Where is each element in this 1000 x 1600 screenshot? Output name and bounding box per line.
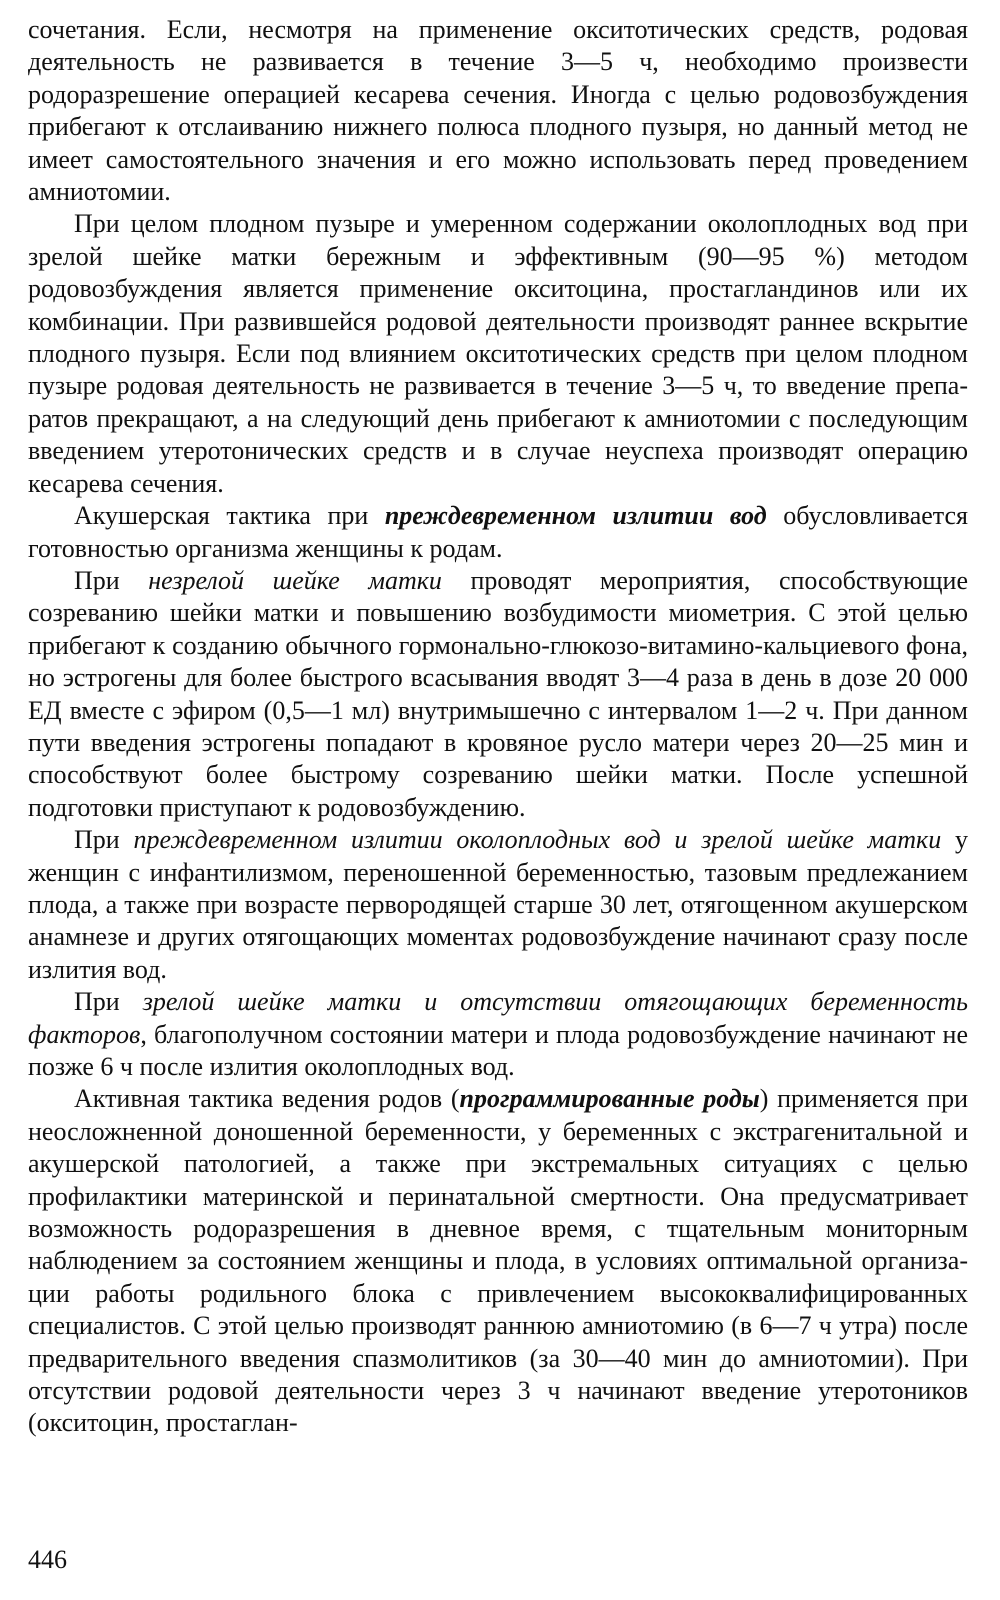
paragraph-7-run-3: ) применяется при неосложненной доношенной беременности, у беременных с экстрагенитальной и акушерской патологией, а также при экстремальных ситуациях с целью профилактики материнской и перинатальной смертности. Она предусматривает возможность родоразрешения в дневное время, с тщательным мониторным наблюдением за состоянием женщины и плода, в условиях оптимальной организации работы родильного блока с привлечением высококвалифицированных специалистов. С этой целью производят раннюю амниотомию (в 6—7 ч утра) после предварительного введения спазмолитиков (за 30—40 мин до амниотомии). При отсутствии родовой деятельности через 3 ч начинают введение утеротоников (окситоцин, простаглан- — [28, 1084, 969, 1438]
paragraph-4-run-3: проводят мероприятия, способствующие созреванию шейки матки и повышению возбудимости миометрия. С этой целью прибегают к созданию обычного гормонально-глюкозо-витамино-кальциевого фона, но эстрогены для более быстрого всасывания вводят 3—4 раза в день в дозе 20 000 ЕД вместе с эфиром (0,5—1 мл) внутримышечно с интервалом 1—2 ч. При данном пути введения эстрогены попадают в кровяное русло матери через 20—25 мин и способствуют более быстрому созреванию шейки матки. После успешной подготовки приступают к родовозбуждению. — [28, 565, 969, 822]
paragraph-2 — [28, 208, 968, 500]
paragraph-7 — [28, 1083, 968, 1439]
paragraph-6-italic: зрелой шейке матки и отсутствии отягощающих беременность факторов — [28, 987, 968, 1049]
paragraph-5-italic: преждевременном излитии околоплодных вод и зрелой шейке матки — [133, 825, 942, 855]
page-number: 446 — [28, 1545, 67, 1574]
paragraph-5-run-1: При — [74, 825, 134, 855]
paragraph-7-run-1: Активная тактика ведения родов ( — [74, 1084, 460, 1114]
paragraph-3 — [28, 500, 968, 565]
paragraph-1-text: сочетания. Если, несмотря на применение окситотических средств, родовая деятельность не развивается в течение 3—5 ч, необходимо произвести родоразрешение операцией кесарева сечения. Иногда с целью родовозбуждения прибегают к отслаиванию нижнего полюса плодного пузыря, но данный метод не имеет самостоятельного значения и его можно использовать перед проведением амниотомии. — [28, 15, 968, 207]
paragraph-4-italic: незрелой шейке матки — [148, 565, 442, 595]
paragraph-6-run-1: При — [74, 987, 143, 1017]
paragraph-3-run-3: обусловливается готовностью организма женщины к родам. — [28, 501, 968, 563]
paragraph-4 — [28, 565, 968, 824]
paragraph-4-run-1: При — [74, 565, 149, 595]
paragraph-3-emphasis: преждевременном излитии вод — [384, 501, 767, 531]
paragraph-5-run-3: у женщин с инфантилизмом, переношенной беременностью, тазовым предлежанием плода, а также при возрасте первоpoдящей старше 30 лет, отягощенном акушерском анамнезе и других отягощающих моментах родовозбуждение начинают сразу после излития вод. — [28, 825, 968, 984]
paragraph-6-run-3: , благополучном состоянии матери и плода родовозбуждение начинают не позже 6 ч после излития околоплодных вод. — [28, 1019, 968, 1081]
paragraph-7-emphasis: программированные роды — [459, 1084, 760, 1114]
paragraph-6 — [28, 986, 968, 1083]
paragraph-1 — [28, 14, 968, 208]
paragraph-5 — [28, 824, 968, 986]
paragraph-2-text: При целом плодном пузыре и умеренном содержании околоплодных вод при зрелой шейке матки бережным и эффективным (90—95 %) методом родовозбуждения является применение окситоцина, простагландинов или их комбинации. При развившейся родовой деятельности производят раннее вскрытие плодного пузыря. Если под влиянием окситотических средств при целом плодном пузыре родовая деятельность не развивается в течение 3—5 ч, то введение препаратов прекращают, а на следующий день прибегают к амниотомии с последующим введением утеротонических средств и в случае неуспеха производят операцию кесарева сечения. — [28, 209, 968, 498]
paragraph-3-run-1: Акушерская тактика при — [74, 501, 385, 531]
document-page — [28, 14, 968, 1440]
